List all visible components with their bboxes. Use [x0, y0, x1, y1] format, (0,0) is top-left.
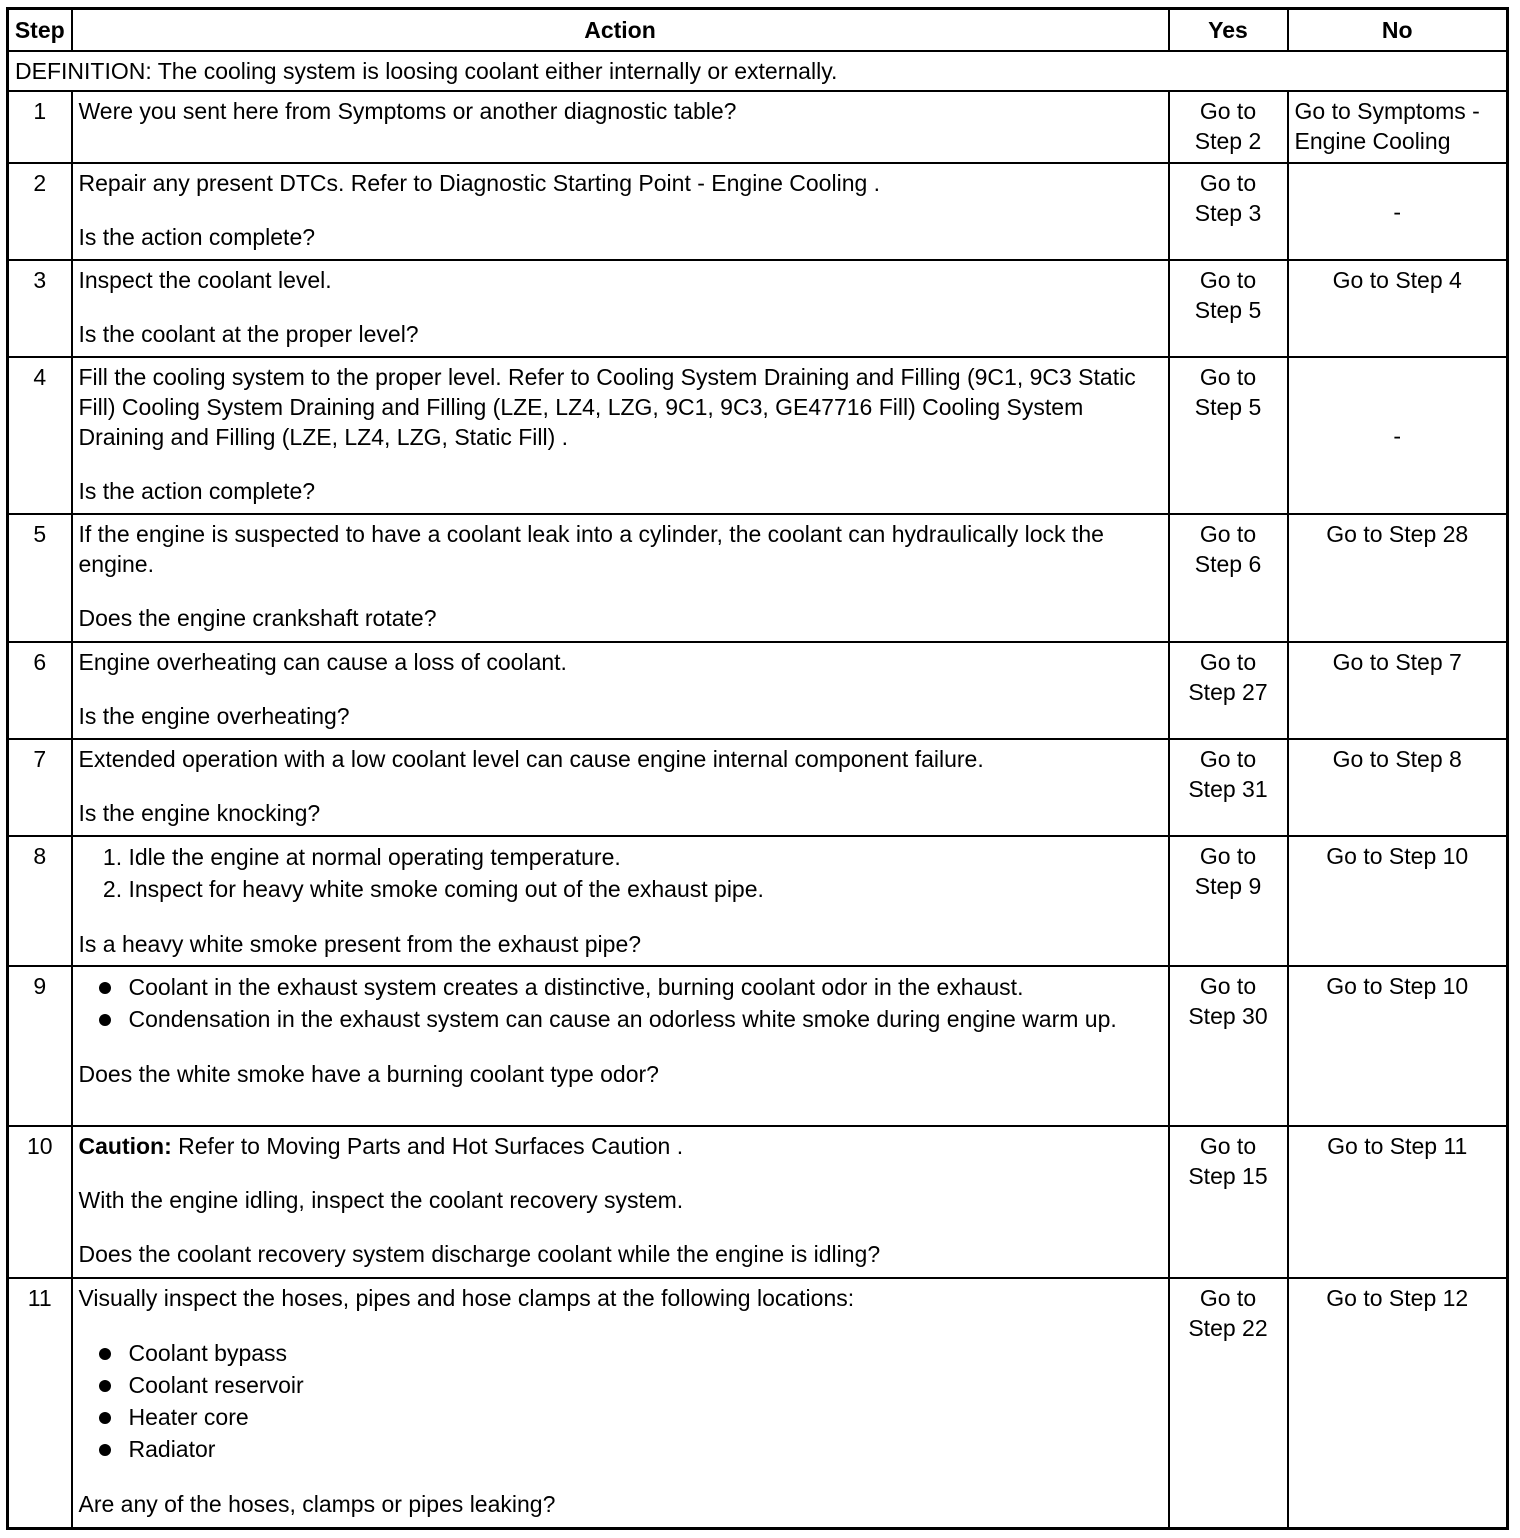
list-item: Heater core — [129, 1401, 1162, 1433]
step-number: 1 — [8, 91, 72, 163]
table-row — [8, 1126, 1508, 1278]
action-question: Is the engine knocking? — [78, 800, 321, 826]
step-number: 4 — [8, 357, 72, 514]
caution-note — [79, 1131, 1162, 1161]
caution-text: Refer to Moving Parts and Hot Surfaces Caution . — [171, 1133, 684, 1159]
action-header: Action — [72, 9, 1169, 52]
list-item: Condensation in the exhaust system can cause an odorless white smoke during engine warm up. — [129, 1003, 1162, 1035]
step-number: 6 — [8, 642, 72, 739]
yes-cell: Go to Step 9 — [1169, 836, 1288, 966]
step-number: 11 — [8, 1278, 72, 1528]
table-row — [8, 642, 1508, 739]
action-cell — [72, 514, 1169, 642]
yes-cell: Go to Step 2 — [1169, 91, 1288, 163]
bullet-list — [79, 971, 1162, 1035]
action-cell — [72, 836, 1169, 966]
yes-cell: Go to Step 27 — [1169, 642, 1288, 739]
table-row — [8, 163, 1508, 260]
yes-cell: Go to Step 3 — [1169, 163, 1288, 260]
action-cell — [72, 163, 1169, 260]
numbered-list — [79, 841, 1162, 905]
action-text: Extended operation with a low coolant level can cause engine internal component failure. — [78, 746, 984, 772]
action-text: Engine overheating can cause a loss of coolant. — [78, 649, 567, 675]
table-row — [8, 357, 1508, 514]
list-item: 2. Inspect for heavy white smoke coming out of the exhaust pipe. — [129, 873, 1162, 905]
table-row — [8, 739, 1508, 836]
yes-header: Yes — [1169, 9, 1288, 52]
action-cell — [72, 357, 1169, 514]
action-text: Were you sent here from Symptoms or another diagnostic table? — [78, 98, 737, 124]
list-item: Coolant reservoir — [129, 1369, 1162, 1401]
action-text: Inspect the coolant level. — [78, 267, 332, 293]
table-row — [8, 836, 1508, 966]
action-cell — [72, 966, 1169, 1126]
no-cell: Go to Step 8 — [1288, 739, 1508, 836]
table-row — [8, 1278, 1508, 1528]
table-row — [8, 91, 1508, 163]
no-cell: Go to Step 4 — [1288, 260, 1508, 357]
step-number: 9 — [8, 966, 72, 1126]
no-header: No — [1288, 9, 1508, 52]
action-text: If the engine is suspected to have a coolant leak into a cylinder, the coolant can hydraulically lock the engine. — [78, 521, 1104, 577]
definition-row — [8, 51, 1508, 91]
diagnostic-table — [6, 7, 1509, 1530]
no-cell: Go to Step 28 — [1288, 514, 1508, 642]
step-number: 5 — [8, 514, 72, 642]
action-cell — [72, 260, 1169, 357]
action-text: Visually inspect the hoses, pipes and hose clamps at the following locations: — [78, 1285, 855, 1311]
no-cell: Go to Step 7 — [1288, 642, 1508, 739]
action-question: Does the white smoke have a burning coolant type odor? — [78, 1061, 659, 1087]
action-question: Are any of the hoses, clamps or pipes leaking? — [78, 1491, 556, 1517]
action-text: With the engine idling, inspect the coolant recovery system. — [78, 1187, 684, 1213]
list-item: 1. Idle the engine at normal operating temperature. — [129, 841, 1162, 873]
no-cell: Go to Step 10 — [1288, 966, 1508, 1126]
action-text: Repair any present DTCs. Refer to Diagnostic Starting Point - Engine Cooling . — [78, 170, 881, 196]
no-cell: - — [1288, 357, 1508, 514]
bullet-list — [79, 1337, 1162, 1465]
step-number: 2 — [8, 163, 72, 260]
step-number: 8 — [8, 836, 72, 966]
step-number: 3 — [8, 260, 72, 357]
table-row — [8, 966, 1508, 1126]
yes-cell: Go to Step 6 — [1169, 514, 1288, 642]
yes-cell: Go to Step 31 — [1169, 739, 1288, 836]
action-cell — [72, 739, 1169, 836]
action-cell — [72, 1278, 1169, 1528]
action-cell — [72, 1126, 1169, 1278]
no-cell: Go to Symptoms - Engine Cooling — [1288, 91, 1508, 163]
table-row — [8, 260, 1508, 357]
yes-cell: Go to Step 5 — [1169, 357, 1288, 514]
list-item: Coolant in the exhaust system creates a distinctive, burning coolant odor in the exhaust. — [129, 971, 1162, 1003]
action-question: Is a heavy white smoke present from the exhaust pipe? — [78, 931, 642, 957]
list-item: Coolant bypass — [129, 1337, 1162, 1369]
definition-text: DEFINITION: The cooling system is loosing coolant either internally or externally. — [8, 51, 1508, 91]
yes-cell: Go to Step 30 — [1169, 966, 1288, 1126]
action-cell — [72, 91, 1169, 163]
action-question: Is the action complete? — [78, 478, 316, 504]
yes-cell: Go to Step 15 — [1169, 1126, 1288, 1278]
no-cell: Go to Step 12 — [1288, 1278, 1508, 1528]
yes-cell: Go to Step 5 — [1169, 260, 1288, 357]
no-cell: Go to Step 11 — [1288, 1126, 1508, 1278]
header-row — [8, 9, 1508, 52]
table-row — [8, 514, 1508, 642]
action-cell — [72, 642, 1169, 739]
no-cell: - — [1288, 163, 1508, 260]
action-question: Is the action complete? — [78, 224, 316, 250]
action-question: Is the coolant at the proper level? — [78, 321, 419, 347]
action-question: Is the engine overheating? — [78, 703, 350, 729]
action-question: Does the coolant recovery system discharge coolant while the engine is idling? — [78, 1241, 881, 1267]
step-number: 7 — [8, 739, 72, 836]
step-header: Step — [8, 9, 72, 52]
caution-label: Caution: — [78, 1133, 172, 1159]
action-text: Fill the cooling system to the proper level. Refer to Cooling System Draining and Filling (9C1, 9C3 Static Fill) Cooling System Draining and Filling (LZE, LZ4, LZG, 9C1, 9C3, GE47716 Fill) Cooling System Draining and Filling (LZE, LZ4, LZG, Static Fill) . — [78, 364, 1136, 450]
no-cell: Go to Step 10 — [1288, 836, 1508, 966]
action-question: Does the engine crankshaft rotate? — [78, 605, 437, 631]
list-item: Radiator — [129, 1433, 1162, 1465]
step-number: 10 — [8, 1126, 72, 1278]
yes-cell: Go to Step 22 — [1169, 1278, 1288, 1528]
